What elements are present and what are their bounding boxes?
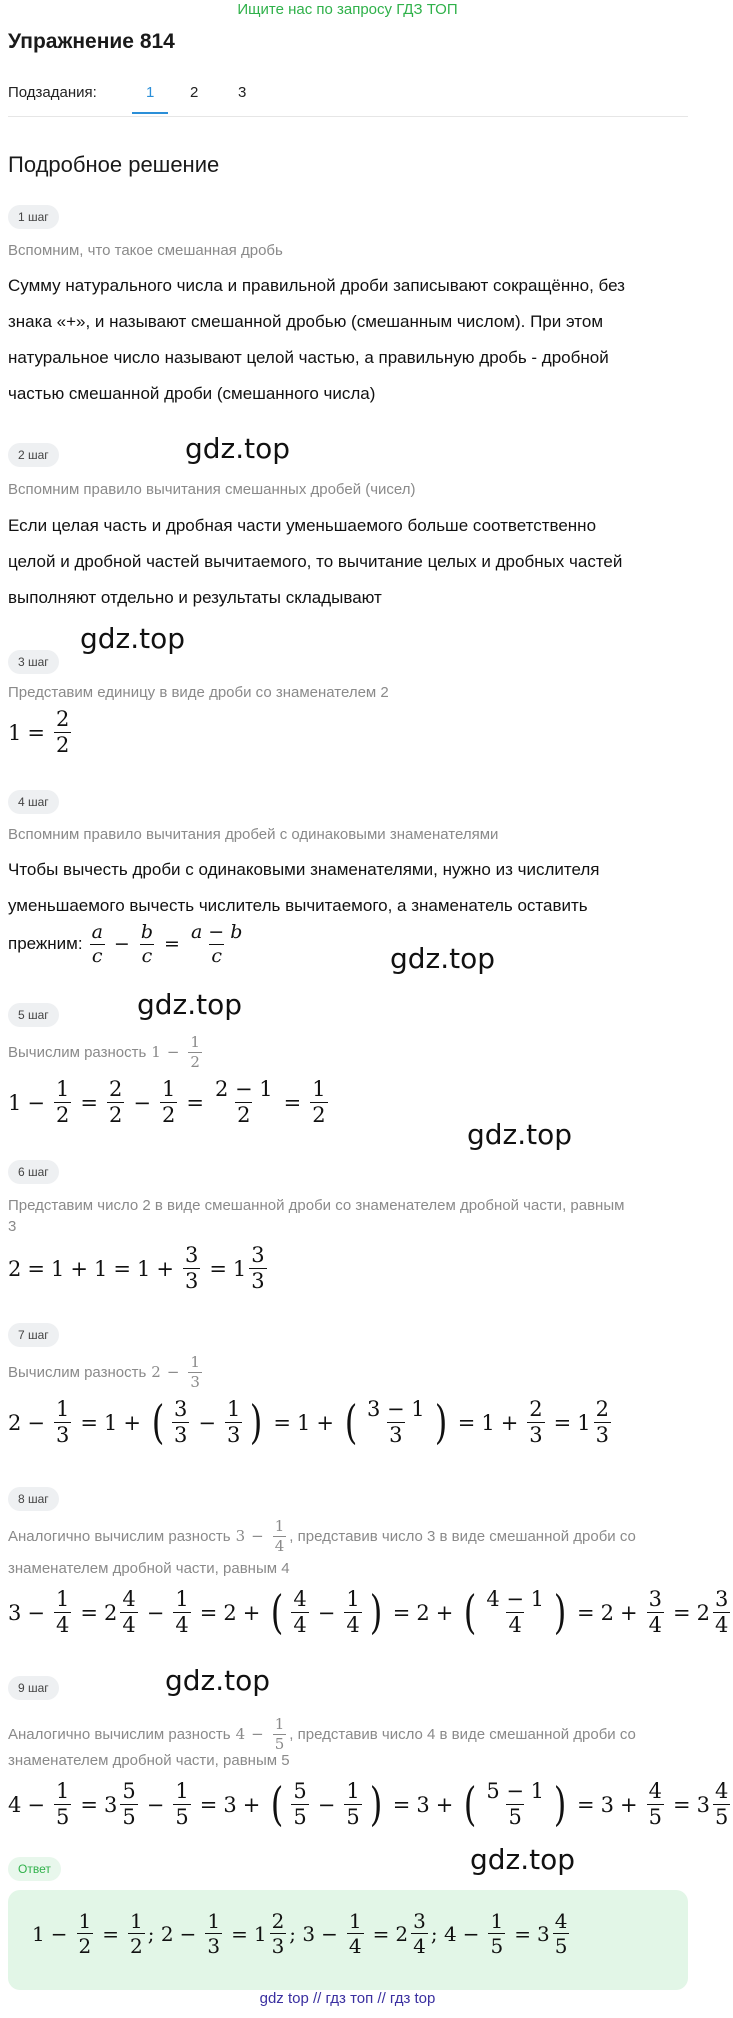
- step-hint: Аналогично вычислим разность: [8, 1527, 231, 1545]
- text-line: Чтобы вычесть дроби с одинаковыми знаменателями, нужно из числителя: [8, 860, 600, 879]
- formula: 2 = 1 + 1 = 1 + $\frac{3}{3}$ = 1 $\frac{3}{3}$: [8, 1243, 265, 1294]
- top-banner[interactable]: Ищите нас по запросу ГДЗ ТОП: [237, 1, 458, 18]
- step-badge: 4 шаг: [8, 790, 59, 814]
- formula: 1 − $\frac{1}{2}$ = $\frac{2}{2}$ − $\frac{1}{2}$ = $\frac{2 - 1}{2}$ = $\frac{1}{2}$: [8, 1077, 326, 1128]
- hint-formula: 2 − $\frac{1}{3}$: [151, 1353, 200, 1391]
- watermark: gdz.top: [165, 1664, 271, 1697]
- subtask-tab-1[interactable]: 1: [146, 84, 155, 101]
- page-title: Упражнение 814: [8, 30, 175, 53]
- step-text: [8, 508, 688, 616]
- text-line: Если целая часть и дробная части уменьшаемого больше соответственно: [8, 516, 597, 535]
- text-line: целой и дробной частей вычитаемого, то вычитание целых и дробных частей: [8, 552, 623, 571]
- watermark: gdz.top: [80, 622, 186, 655]
- subtasks-label: Подзадания:: [8, 84, 97, 101]
- text-line: уменьшаемого вычесть числитель вычитаемого, а знаменатель оставить: [8, 896, 588, 915]
- watermark: gdz.top: [467, 1118, 573, 1151]
- watermark: gdz.top: [470, 1843, 576, 1876]
- step-hint: Вспомним, что такое смешанная дробь: [8, 242, 283, 259]
- step-hint-row: [8, 1354, 205, 1390]
- step-hint-row: [8, 1518, 636, 1554]
- formula: 3 − $\frac{1}{4}$ = 2 $\frac{4}{4}$ − $\frac{1}{4}$ = 2 + ( $\frac{4}{4}$ − $\frac{1}{4}$ ) = 2 + ( $\frac{4 - 1}{4}$ ) = 2 + $\frac{3}{4}$ = 2 $\frac{3}{4}$: [8, 1585, 729, 1640]
- step-badge: 7 шаг: [8, 1323, 59, 1347]
- watermark: gdz.top: [390, 942, 496, 975]
- subtask-tab-3[interactable]: 3: [238, 84, 247, 101]
- footer-links[interactable]: gdz top // гдз топ // гдз top: [259, 1990, 436, 2007]
- active-tab-indicator: [132, 112, 168, 114]
- step-hint-2: знаменателем дробной части, равным 5: [8, 1752, 290, 1769]
- step-hint: Вычислим разность: [8, 1363, 147, 1381]
- step-hint-row: [8, 1034, 205, 1070]
- formula: 4 − $\frac{1}{5}$ = 3 $\frac{5}{5}$ − $\frac{1}{5}$ = 3 + ( $\frac{5}{5}$ − $\frac{1}{5}$ ) = 3 + ( $\frac{5 - 1}{5}$ ) = 3 + $\frac{4}{5}$ = 3 $\frac{4}{5}$: [8, 1777, 729, 1832]
- step-badge: 6 шаг: [8, 1160, 59, 1184]
- text-line: знака «+», и называют смешанной дробью (смешанным числом). При этом: [8, 312, 603, 331]
- step-badge: 3 шаг: [8, 650, 59, 674]
- step-hint: Вспомним правило вычитания дробей с одинаковыми знаменателями: [8, 826, 499, 843]
- answer-badge: Ответ: [8, 1857, 61, 1881]
- step-hint: Вычислим разность: [8, 1043, 147, 1061]
- hint-formula: 3 − $\frac{1}{4}$: [235, 1517, 285, 1555]
- step-hint-cont: , представив число 4 в виде смешанной дроби со: [289, 1725, 636, 1743]
- step-text: [8, 852, 688, 924]
- watermark: gdz.top: [137, 988, 243, 1021]
- text-line: выполняют отдельно и результаты складывают: [8, 588, 382, 607]
- step-hint: Представим число 2 в виде смешанной дроби со знаменателем дробной части, равным: [8, 1197, 625, 1214]
- step-hint-2: 3: [8, 1218, 17, 1235]
- step-badge: 9 шаг: [8, 1676, 59, 1700]
- step-hint: Вспомним правило вычитания смешанных дробей (чисел): [8, 481, 416, 498]
- formula: 2 − $\frac{1}{3}$ = 1 + ( $\frac{3}{3}$ − $\frac{1}{3}$ ) = 1 + ( $\frac{3 - 1}{3}$ ) = 1 + $\frac{2}{3}$ = 1 $\frac{2}{3}$: [8, 1395, 610, 1450]
- text-line: натуральное число называют целой частью, а правильную дробь - дробной: [8, 348, 609, 367]
- step-badge: 2 шаг: [8, 443, 59, 467]
- text-line: Сумму натурального числа и правильной дроби записывают сокращённо, без: [8, 276, 625, 295]
- step-hint-cont: , представив число 3 в виде смешанной дроби со: [289, 1527, 636, 1545]
- formula: $\frac{a}{c}$ − $\frac{b}{c}$ = $\frac{a - b}{c}$: [91, 921, 243, 967]
- hint-formula: 4 − $\frac{1}{5}$: [235, 1715, 285, 1753]
- formula: 1 = $\frac{2}{2}$: [8, 707, 70, 758]
- rule-line: [8, 922, 688, 967]
- step-text: [8, 268, 688, 412]
- hint-formula: 1 − $\frac{1}{2}$: [151, 1033, 200, 1071]
- rule-prefix: прежним:: [8, 934, 83, 954]
- step-hint-row: [8, 1716, 636, 1752]
- step-badge: 5 шаг: [8, 1003, 59, 1027]
- step-hint-2: знаменателем дробной части, равным 4: [8, 1560, 290, 1577]
- text-line: частью смешанной дроби (смешанного числа): [8, 384, 376, 403]
- section-title: Подробное решение: [8, 152, 220, 177]
- divider: [8, 116, 688, 117]
- watermark: gdz.top: [185, 432, 291, 465]
- step-hint: Представим единицу в виде дроби со знаменателем 2: [8, 684, 389, 701]
- step-hint: Аналогично вычислим разность: [8, 1725, 231, 1743]
- step-badge: 1 шаг: [8, 205, 59, 229]
- subtask-tab-2[interactable]: 2: [190, 84, 199, 101]
- step-badge: 8 шаг: [8, 1487, 59, 1511]
- answer-formula: 1 − $\frac{1}{2}$ = $\frac{1}{2}$ ; 2 − $\frac{1}{3}$ = 1 $\frac{2}{3}$ ; 3 − $\frac{1}{4}$ = 2 $\frac{3}{4}$ ; 4 − $\frac{1}{5}$ = 3 $\frac{4}{5}$: [32, 1909, 568, 1958]
